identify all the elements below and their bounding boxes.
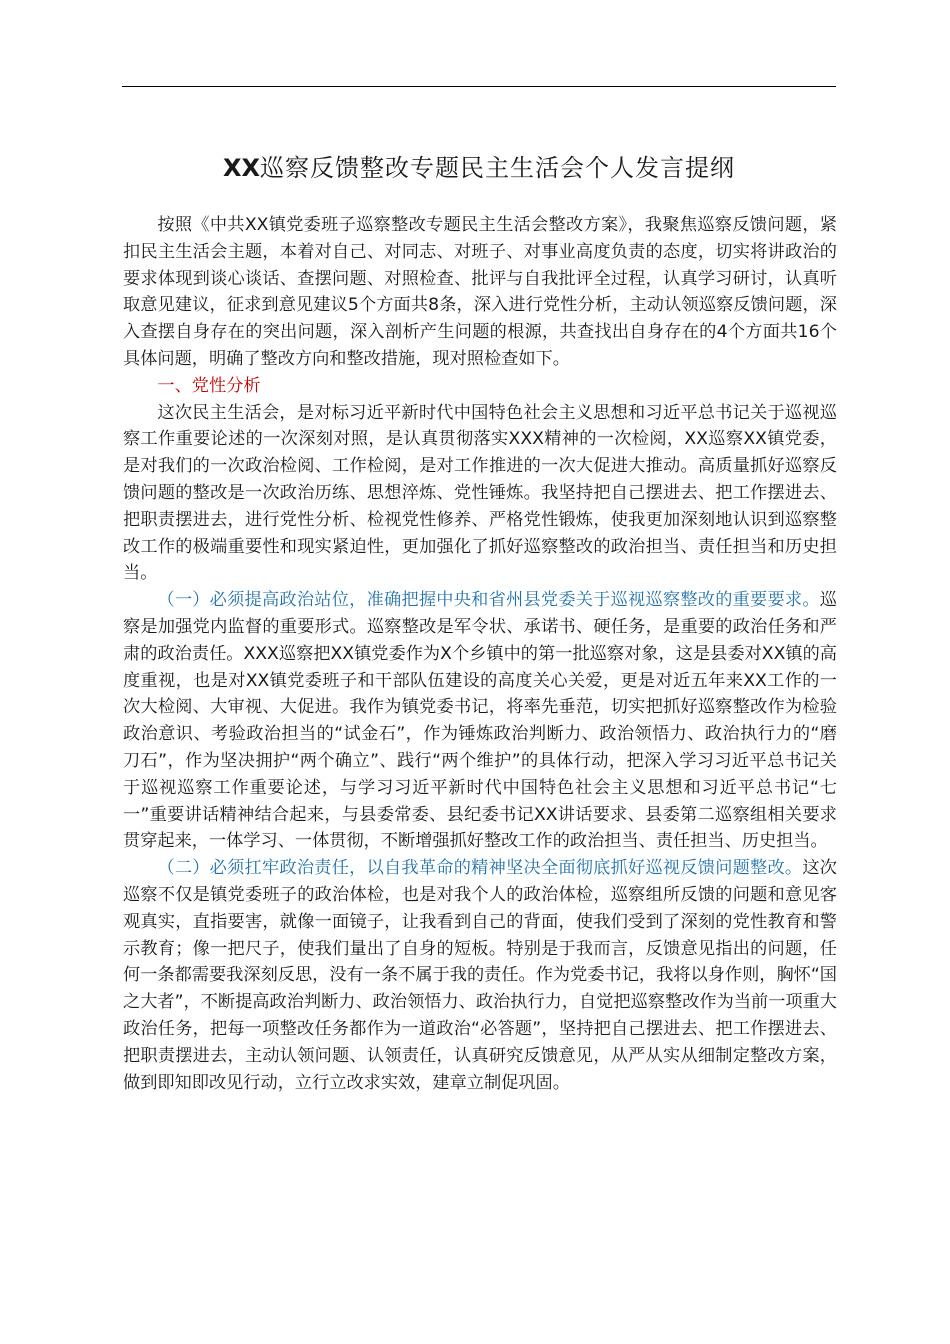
document-body [123, 212, 837, 1096]
header-rule [122, 86, 836, 87]
sub-body-1: 巡察是加强党内监督的重要形式。巡察整改是军令状、承诺书、硬任务，是重要的政治任务和严肃的政治责任。XXX巡察把XX镇党委作为X个乡镇中的第一批巡察对象，这是县委对XX镇的高度重视，也是对XX镇党委班子和干部队伍建设的高度关心关爱，更是对近五年来XX工作的一次大检阅、大审视、大促进。我作为镇党委书记，将率先垂范，切实把抓好巡察整改作为检验政治意识、考验政治担当的“试金石”，作为锤炼政治判断力、政治领悟力、政治执行力的“磨刀石”，作为坚决拥护“两个确立”、践行“两个维护”的具体行动，把深入学习习近平总书记关于巡视巡察工作重要论述，与学习习近平新时代中国特色社会主义思想和习近平总书记“七一”重要讲话精神结合起来，与县委常委、县纪委书记XX讲话要求、县委第二巡察组相关要求贯穿起来，一体学习、一体贯彻，不断增强抓好整改工作的政治担当、责任担当、历史担当。 [123, 590, 837, 852]
sub-heading-1: （一）必须提高政治站位，准确把握中央和省州县党委关于巡视巡察整改的重要要求。 [157, 590, 820, 611]
title-text: 巡察反馈整改专题民主生活会个人发言提纲 [260, 154, 735, 182]
sub-section-2 [123, 855, 837, 1096]
section-paragraph: 这次民主生活会，是对标习近平新时代中国特色社会主义思想和习近平总书记关于巡视巡察工作重要论述的一次深刻对照，是认真贯彻落实XXX精神的一次检阅，XX巡察XX镇党委，是对我们的一次政治检阅、工作检阅，是对工作推进的一次大促进大推动。高质量抓好巡察反馈问题的整改是一次政治历练、思想淬炼、党性锤炼。我坚持把自己摆进去、把工作摆进去、把职责摆进去，进行党性分析、检视党性修养、严格党性锻炼，使我更加深刻地认识到巡察整改工作的极端重要性和现实紧迫性，更加强化了抓好巡察整改的政治担当、责任担当和历史担当。 [123, 402, 837, 584]
document-title [122, 150, 836, 186]
sub-heading-2: （二）必须扛牢政治责任，以自我革命的精神坚决全面彻底抓好巡视反馈问题整改。 [157, 858, 803, 879]
intro-paragraph: 按照《中共XX镇党委班子巡察整改专题民主生活会整改方案》，我聚焦巡察反馈问题，紧扣民主生活会主题，本着对自己、对同志、对班子、对事业高度负责的态度，切实将讲政治的要求体现到谈心谈话、查摆问题、对照检查、批评与自我批评全过程，认真学习研讨，认真听取意见建议，征求到意见建议5个方面共8条，深入进行党性分析，主动认领巡察反馈问题，深入查摆自身存在的突出问题，深入剖析产生问题的根源，共查找出自身存在的4个方面共16个具体问题，明确了整改方向和整改措施，现对照检查如下。 [123, 215, 837, 369]
sub-section-1 [123, 587, 837, 855]
title-prefix: XX [222, 154, 260, 182]
section-heading-party-analysis: 一、党性分析 [157, 375, 261, 396]
sub-body-2: 这次巡察不仅是镇党委班子的政治体检，也是对我个人的政治体检，巡察组所反馈的问题和意见客观真实，直指要害，就像一面镜子，让我看到自己的背面，使我们受到了深刻的党性教育和警示教育；像一把尺子，使我们量出了自身的短板。特别是于我而言，反馈意见指出的问题，任何一条都需要我深刻反思，没有一条不属于我的责任。作为党委书记，我将以身作则，胸怀“国之大者”，不断提高政治判断力、政治领悟力、政治执行力，自觉把巡察整改作为当前一项重大政治任务，把每一项整改任务都作为一道政治“必答题”，坚持把自己摆进去、把工作摆进去、把职责摆进去，主动认领问题、认领责任，认真研究反馈意见，从严从实从细制定整改方案，做到即知即改见行动，立行立改求实效，建章立制促巩固。 [123, 858, 837, 1093]
